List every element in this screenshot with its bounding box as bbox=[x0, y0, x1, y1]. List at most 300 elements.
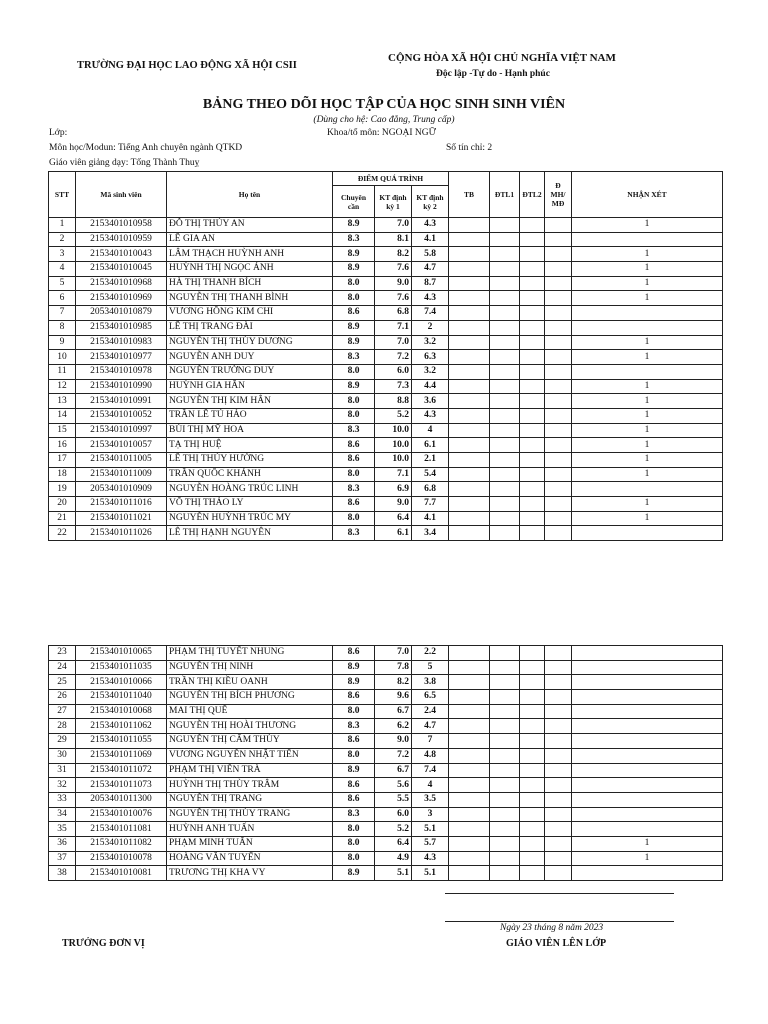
row-exam2 bbox=[520, 394, 545, 409]
row-name: VƯƠNG NGUYỄN NHẬT TIẾN bbox=[167, 748, 333, 763]
row-test2: 4 bbox=[412, 423, 449, 438]
row-test2: 4.7 bbox=[412, 262, 449, 277]
row-remark bbox=[572, 646, 723, 661]
row-test2: 3.8 bbox=[412, 675, 449, 690]
row-test1: 10.0 bbox=[375, 423, 412, 438]
row-exam2 bbox=[520, 778, 545, 793]
row-attendance: 8.3 bbox=[333, 423, 375, 438]
row-student-id: 2153401011035 bbox=[76, 660, 167, 675]
row-student-id: 2053401011300 bbox=[76, 792, 167, 807]
row-exam1 bbox=[490, 482, 520, 497]
row-test1: 6.2 bbox=[375, 719, 412, 734]
row-attendance: 8.6 bbox=[333, 646, 375, 661]
row-exam1 bbox=[490, 218, 520, 233]
row-test1: 6.9 bbox=[375, 482, 412, 497]
row-exam2 bbox=[520, 526, 545, 541]
row-name: TRẦN LÊ TÚ HẢO bbox=[167, 408, 333, 423]
row-stt: 18 bbox=[49, 467, 76, 482]
row-avg bbox=[449, 408, 490, 423]
row-avg bbox=[449, 675, 490, 690]
row-avg bbox=[449, 335, 490, 350]
row-module bbox=[545, 423, 572, 438]
grade-table-part-2 bbox=[48, 645, 723, 881]
row-name: MAI THỊ QUẾ bbox=[167, 704, 333, 719]
row-attendance: 8.3 bbox=[333, 719, 375, 734]
row-exam1 bbox=[490, 822, 520, 837]
row-avg bbox=[449, 262, 490, 277]
row-module bbox=[545, 453, 572, 468]
row-exam2 bbox=[520, 408, 545, 423]
row-stt: 31 bbox=[49, 763, 76, 778]
table-row bbox=[49, 467, 723, 482]
row-test1: 7.0 bbox=[375, 218, 412, 233]
row-avg bbox=[449, 792, 490, 807]
row-attendance: 8.9 bbox=[333, 247, 375, 262]
row-remark bbox=[572, 660, 723, 675]
signature-line bbox=[445, 893, 674, 894]
row-attendance: 8.9 bbox=[333, 218, 375, 233]
row-module bbox=[545, 675, 572, 690]
row-name: HUỲNH THỊ THÙY TRÂM bbox=[167, 778, 333, 793]
row-exam2 bbox=[520, 232, 545, 247]
class-label: Lớp: bbox=[49, 128, 68, 138]
row-student-id: 2153401010969 bbox=[76, 291, 167, 306]
row-stt: 24 bbox=[49, 660, 76, 675]
table-row bbox=[49, 276, 723, 291]
row-exam2 bbox=[520, 291, 545, 306]
row-avg bbox=[449, 690, 490, 705]
row-avg bbox=[449, 276, 490, 291]
row-exam2 bbox=[520, 660, 545, 675]
row-test2: 4.3 bbox=[412, 218, 449, 233]
row-remark: 1 bbox=[572, 379, 723, 394]
table-row bbox=[49, 247, 723, 262]
row-exam1 bbox=[490, 719, 520, 734]
row-exam2 bbox=[520, 350, 545, 365]
row-exam1 bbox=[490, 379, 520, 394]
table-row bbox=[49, 394, 723, 409]
row-avg bbox=[449, 866, 490, 881]
row-remark: 1 bbox=[572, 262, 723, 277]
row-avg bbox=[449, 467, 490, 482]
row-exam1 bbox=[490, 364, 520, 379]
row-avg bbox=[449, 379, 490, 394]
row-module bbox=[545, 748, 572, 763]
row-avg bbox=[449, 734, 490, 749]
row-stt: 34 bbox=[49, 807, 76, 822]
row-name: PHẠM THỊ VIỄN TRÀ bbox=[167, 763, 333, 778]
header-test2: KT định kỳ 2 bbox=[412, 186, 449, 218]
row-test2: 2.2 bbox=[412, 646, 449, 661]
row-student-id: 2153401011055 bbox=[76, 734, 167, 749]
row-exam1 bbox=[490, 247, 520, 262]
row-attendance: 8.0 bbox=[333, 748, 375, 763]
row-remark bbox=[572, 482, 723, 497]
row-avg bbox=[449, 646, 490, 661]
table-row bbox=[49, 822, 723, 837]
row-attendance: 8.3 bbox=[333, 482, 375, 497]
row-student-id: 2153401011081 bbox=[76, 822, 167, 837]
row-student-id: 2153401011062 bbox=[76, 719, 167, 734]
row-name: PHẠM THỊ TUYẾT NHUNG bbox=[167, 646, 333, 661]
row-module bbox=[545, 320, 572, 335]
row-exam1 bbox=[490, 690, 520, 705]
row-student-id: 2053401010879 bbox=[76, 306, 167, 321]
row-module bbox=[545, 526, 572, 541]
row-student-id: 2153401010977 bbox=[76, 350, 167, 365]
row-avg bbox=[449, 807, 490, 822]
row-exam2 bbox=[520, 748, 545, 763]
row-name: LÊ THỊ THÚY HƯỜNG bbox=[167, 453, 333, 468]
row-remark: 1 bbox=[572, 247, 723, 262]
row-exam2 bbox=[520, 497, 545, 512]
row-avg bbox=[449, 320, 490, 335]
row-test2: 5.7 bbox=[412, 836, 449, 851]
row-attendance: 8.6 bbox=[333, 438, 375, 453]
row-student-id: 2153401011021 bbox=[76, 511, 167, 526]
row-attendance: 8.3 bbox=[333, 232, 375, 247]
row-remark: 1 bbox=[572, 218, 723, 233]
row-exam2 bbox=[520, 320, 545, 335]
row-exam2 bbox=[520, 364, 545, 379]
row-student-id: 2153401010983 bbox=[76, 335, 167, 350]
row-exam2 bbox=[520, 423, 545, 438]
row-remark bbox=[572, 690, 723, 705]
row-test1: 9.0 bbox=[375, 497, 412, 512]
row-name: HUỲNH ANH TUẤN bbox=[167, 822, 333, 837]
row-module bbox=[545, 497, 572, 512]
row-test1: 5.2 bbox=[375, 822, 412, 837]
row-test2: 7.4 bbox=[412, 306, 449, 321]
row-avg bbox=[449, 482, 490, 497]
row-attendance: 8.9 bbox=[333, 320, 375, 335]
row-avg bbox=[449, 748, 490, 763]
row-exam1 bbox=[490, 807, 520, 822]
row-exam1 bbox=[490, 792, 520, 807]
national-motto: Độc lập -Tự do - Hạnh phúc bbox=[436, 69, 550, 79]
row-exam1 bbox=[490, 438, 520, 453]
row-student-id: 2153401011082 bbox=[76, 836, 167, 851]
row-stt: 11 bbox=[49, 364, 76, 379]
row-attendance: 8.9 bbox=[333, 262, 375, 277]
document-title: BẢNG THEO DÕI HỌC TẬP CỦA HỌC SINH SINH VIÊN bbox=[202, 97, 566, 112]
row-remark: 1 bbox=[572, 423, 723, 438]
row-test1: 6.4 bbox=[375, 836, 412, 851]
row-module bbox=[545, 511, 572, 526]
row-module bbox=[545, 763, 572, 778]
row-student-id: 2153401011009 bbox=[76, 467, 167, 482]
row-test2: 2.4 bbox=[412, 704, 449, 719]
row-remark: 1 bbox=[572, 438, 723, 453]
row-test2: 4.7 bbox=[412, 719, 449, 734]
row-test1: 10.0 bbox=[375, 438, 412, 453]
header-test1: KT định kỳ 1 bbox=[375, 186, 412, 218]
row-test1: 7.8 bbox=[375, 660, 412, 675]
row-name: NGUYỄN THỊ BÍCH PHƯƠNG bbox=[167, 690, 333, 705]
row-module bbox=[545, 807, 572, 822]
row-avg bbox=[449, 660, 490, 675]
row-stt: 36 bbox=[49, 836, 76, 851]
table-row bbox=[49, 262, 723, 277]
row-attendance: 8.6 bbox=[333, 734, 375, 749]
row-exam1 bbox=[490, 511, 520, 526]
row-attendance: 8.0 bbox=[333, 851, 375, 866]
row-exam2 bbox=[520, 262, 545, 277]
row-stt: 33 bbox=[49, 792, 76, 807]
row-name: LÊ THỊ HẠNH NGUYÊN bbox=[167, 526, 333, 541]
row-test2: 8.7 bbox=[412, 276, 449, 291]
row-name: HUỲNH GIA HÂN bbox=[167, 379, 333, 394]
header-exam2: ĐTL2 bbox=[520, 172, 545, 218]
table-row bbox=[49, 526, 723, 541]
row-name: HUỲNH THỊ NGỌC ÁNH bbox=[167, 262, 333, 277]
row-avg bbox=[449, 526, 490, 541]
row-avg bbox=[449, 778, 490, 793]
row-test2: 5.1 bbox=[412, 822, 449, 837]
row-exam1 bbox=[490, 262, 520, 277]
header-process-group: ĐIỂM QUÁ TRÌNH bbox=[333, 172, 449, 186]
subject-label: Môn học/Modun: Tiếng Anh chuyên ngành QTKD bbox=[49, 143, 243, 153]
row-stt: 13 bbox=[49, 394, 76, 409]
row-exam2 bbox=[520, 247, 545, 262]
row-module bbox=[545, 276, 572, 291]
row-test2: 6.1 bbox=[412, 438, 449, 453]
row-avg bbox=[449, 350, 490, 365]
row-exam2 bbox=[520, 453, 545, 468]
row-stt: 15 bbox=[49, 423, 76, 438]
table-row bbox=[49, 851, 723, 866]
row-module bbox=[545, 719, 572, 734]
row-student-id: 2153401010065 bbox=[76, 646, 167, 661]
row-remark: 1 bbox=[572, 350, 723, 365]
row-test2: 3.2 bbox=[412, 364, 449, 379]
row-exam2 bbox=[520, 690, 545, 705]
row-remark bbox=[572, 526, 723, 541]
row-student-id: 2153401011072 bbox=[76, 763, 167, 778]
row-exam2 bbox=[520, 306, 545, 321]
table-row bbox=[49, 719, 723, 734]
row-exam1 bbox=[490, 232, 520, 247]
row-remark: 1 bbox=[572, 453, 723, 468]
document-subtitle: (Dùng cho hệ: Cao đẳng, Trung cấp) bbox=[313, 115, 455, 125]
row-exam1 bbox=[490, 335, 520, 350]
credits-label: Số tín chỉ: 2 bbox=[446, 143, 493, 153]
row-name: TẠ THỊ HUỆ bbox=[167, 438, 333, 453]
row-exam2 bbox=[520, 704, 545, 719]
row-student-id: 2153401010968 bbox=[76, 276, 167, 291]
row-stt: 5 bbox=[49, 276, 76, 291]
row-module bbox=[545, 690, 572, 705]
row-test2: 6.8 bbox=[412, 482, 449, 497]
row-remark bbox=[572, 704, 723, 719]
row-test2: 4.3 bbox=[412, 408, 449, 423]
row-name: NGUYỄN THỊ TRANG bbox=[167, 792, 333, 807]
row-module bbox=[545, 408, 572, 423]
row-name: TRẦN QUỐC KHÁNH bbox=[167, 467, 333, 482]
row-name: LÊ GIA AN bbox=[167, 232, 333, 247]
row-stt: 8 bbox=[49, 320, 76, 335]
row-student-id: 2153401010959 bbox=[76, 232, 167, 247]
row-exam1 bbox=[490, 306, 520, 321]
row-remark: 1 bbox=[572, 851, 723, 866]
row-remark: 1 bbox=[572, 836, 723, 851]
row-exam2 bbox=[520, 792, 545, 807]
row-exam2 bbox=[520, 511, 545, 526]
row-exam1 bbox=[490, 408, 520, 423]
row-attendance: 8.6 bbox=[333, 306, 375, 321]
row-student-id: 2153401010991 bbox=[76, 394, 167, 409]
row-stt: 23 bbox=[49, 646, 76, 661]
row-exam1 bbox=[490, 320, 520, 335]
row-stt: 21 bbox=[49, 511, 76, 526]
row-student-id: 2153401011073 bbox=[76, 778, 167, 793]
table-row bbox=[49, 866, 723, 881]
row-exam1 bbox=[490, 394, 520, 409]
grade-table-part-1 bbox=[48, 171, 723, 541]
row-test2: 5.8 bbox=[412, 247, 449, 262]
row-attendance: 8.3 bbox=[333, 350, 375, 365]
row-test2: 6.5 bbox=[412, 690, 449, 705]
row-test1: 5.1 bbox=[375, 866, 412, 881]
row-attendance: 8.6 bbox=[333, 497, 375, 512]
row-stt: 35 bbox=[49, 822, 76, 837]
row-student-id: 2153401010043 bbox=[76, 247, 167, 262]
row-exam1 bbox=[490, 526, 520, 541]
row-exam2 bbox=[520, 851, 545, 866]
row-avg bbox=[449, 218, 490, 233]
row-stt: 22 bbox=[49, 526, 76, 541]
row-exam1 bbox=[490, 646, 520, 661]
row-module bbox=[545, 379, 572, 394]
table-row bbox=[49, 306, 723, 321]
table-row bbox=[49, 675, 723, 690]
row-stt: 29 bbox=[49, 734, 76, 749]
table-row bbox=[49, 364, 723, 379]
row-remark bbox=[572, 734, 723, 749]
row-test1: 7.3 bbox=[375, 379, 412, 394]
row-student-id: 2153401010997 bbox=[76, 423, 167, 438]
row-avg bbox=[449, 438, 490, 453]
row-student-id: 2153401010078 bbox=[76, 851, 167, 866]
row-exam1 bbox=[490, 763, 520, 778]
row-exam2 bbox=[520, 379, 545, 394]
row-stt: 3 bbox=[49, 247, 76, 262]
row-remark: 1 bbox=[572, 497, 723, 512]
row-student-id: 2053401010909 bbox=[76, 482, 167, 497]
row-exam1 bbox=[490, 350, 520, 365]
row-attendance: 8.9 bbox=[333, 763, 375, 778]
row-student-id: 2153401010045 bbox=[76, 262, 167, 277]
row-test2: 6.3 bbox=[412, 350, 449, 365]
row-name: ĐỖ THỊ THÚY AN bbox=[167, 218, 333, 233]
header-module: Đ MH/ MĐ bbox=[545, 172, 572, 218]
row-exam2 bbox=[520, 675, 545, 690]
row-test1: 7.6 bbox=[375, 291, 412, 306]
row-test2: 7.4 bbox=[412, 763, 449, 778]
row-avg bbox=[449, 232, 490, 247]
row-exam1 bbox=[490, 453, 520, 468]
row-test2: 7 bbox=[412, 734, 449, 749]
table-row bbox=[49, 646, 723, 661]
sign-date: Ngày 23 tháng 8 năm 2023 bbox=[500, 923, 604, 933]
header-avg: TB bbox=[449, 172, 490, 218]
row-attendance: 8.0 bbox=[333, 364, 375, 379]
row-stt: 27 bbox=[49, 704, 76, 719]
row-module bbox=[545, 335, 572, 350]
row-remark bbox=[572, 866, 723, 881]
table-row bbox=[49, 734, 723, 749]
header-stt: STT bbox=[49, 172, 76, 218]
row-exam2 bbox=[520, 467, 545, 482]
row-name: NGUYỄN THỊ CẨM THÙY bbox=[167, 734, 333, 749]
row-name: NGUYỄN THỊ KIM HÂN bbox=[167, 394, 333, 409]
row-remark bbox=[572, 320, 723, 335]
row-remark bbox=[572, 778, 723, 793]
row-stt: 10 bbox=[49, 350, 76, 365]
row-name: VÕ THỊ THẢO LY bbox=[167, 497, 333, 512]
row-exam2 bbox=[520, 646, 545, 661]
row-avg bbox=[449, 704, 490, 719]
row-attendance: 8.0 bbox=[333, 822, 375, 837]
row-avg bbox=[449, 763, 490, 778]
row-name: NGUYỄN THỊ HOÀI THƯƠNG bbox=[167, 719, 333, 734]
row-name: NGUYỄN THỊ THÙY TRANG bbox=[167, 807, 333, 822]
row-module bbox=[545, 792, 572, 807]
row-student-id: 2153401011026 bbox=[76, 526, 167, 541]
row-remark bbox=[572, 822, 723, 837]
row-attendance: 8.6 bbox=[333, 453, 375, 468]
row-test1: 7.0 bbox=[375, 335, 412, 350]
row-student-id: 2153401011016 bbox=[76, 497, 167, 512]
row-stt: 14 bbox=[49, 408, 76, 423]
row-attendance: 8.0 bbox=[333, 394, 375, 409]
table-row bbox=[49, 438, 723, 453]
row-test1: 8.2 bbox=[375, 247, 412, 262]
row-test2: 3.5 bbox=[412, 792, 449, 807]
row-module bbox=[545, 734, 572, 749]
row-exam1 bbox=[490, 423, 520, 438]
row-test1: 5.2 bbox=[375, 408, 412, 423]
row-exam2 bbox=[520, 836, 545, 851]
row-module bbox=[545, 660, 572, 675]
row-remark bbox=[572, 807, 723, 822]
row-stt: 20 bbox=[49, 497, 76, 512]
row-test1: 7.6 bbox=[375, 262, 412, 277]
header-attendance: Chuyên cần bbox=[333, 186, 375, 218]
row-stt: 32 bbox=[49, 778, 76, 793]
row-remark: 1 bbox=[572, 467, 723, 482]
row-exam2 bbox=[520, 276, 545, 291]
row-avg bbox=[449, 306, 490, 321]
table-row bbox=[49, 511, 723, 526]
row-attendance: 8.0 bbox=[333, 408, 375, 423]
row-remark: 1 bbox=[572, 408, 723, 423]
row-name: HÀ THỊ THANH BÍCH bbox=[167, 276, 333, 291]
row-remark bbox=[572, 748, 723, 763]
row-avg bbox=[449, 836, 490, 851]
row-test1: 10.0 bbox=[375, 453, 412, 468]
row-exam1 bbox=[490, 704, 520, 719]
table-row bbox=[49, 690, 723, 705]
row-attendance: 8.0 bbox=[333, 467, 375, 482]
row-name: TRẦN THỊ KIỀU OANH bbox=[167, 675, 333, 690]
teacher-label: Giáo viên giảng dạy: Tống Thành Thuỵ bbox=[49, 158, 200, 168]
row-student-id: 2153401010068 bbox=[76, 704, 167, 719]
row-exam2 bbox=[520, 335, 545, 350]
row-avg bbox=[449, 453, 490, 468]
row-exam2 bbox=[520, 734, 545, 749]
row-stt: 9 bbox=[49, 335, 76, 350]
